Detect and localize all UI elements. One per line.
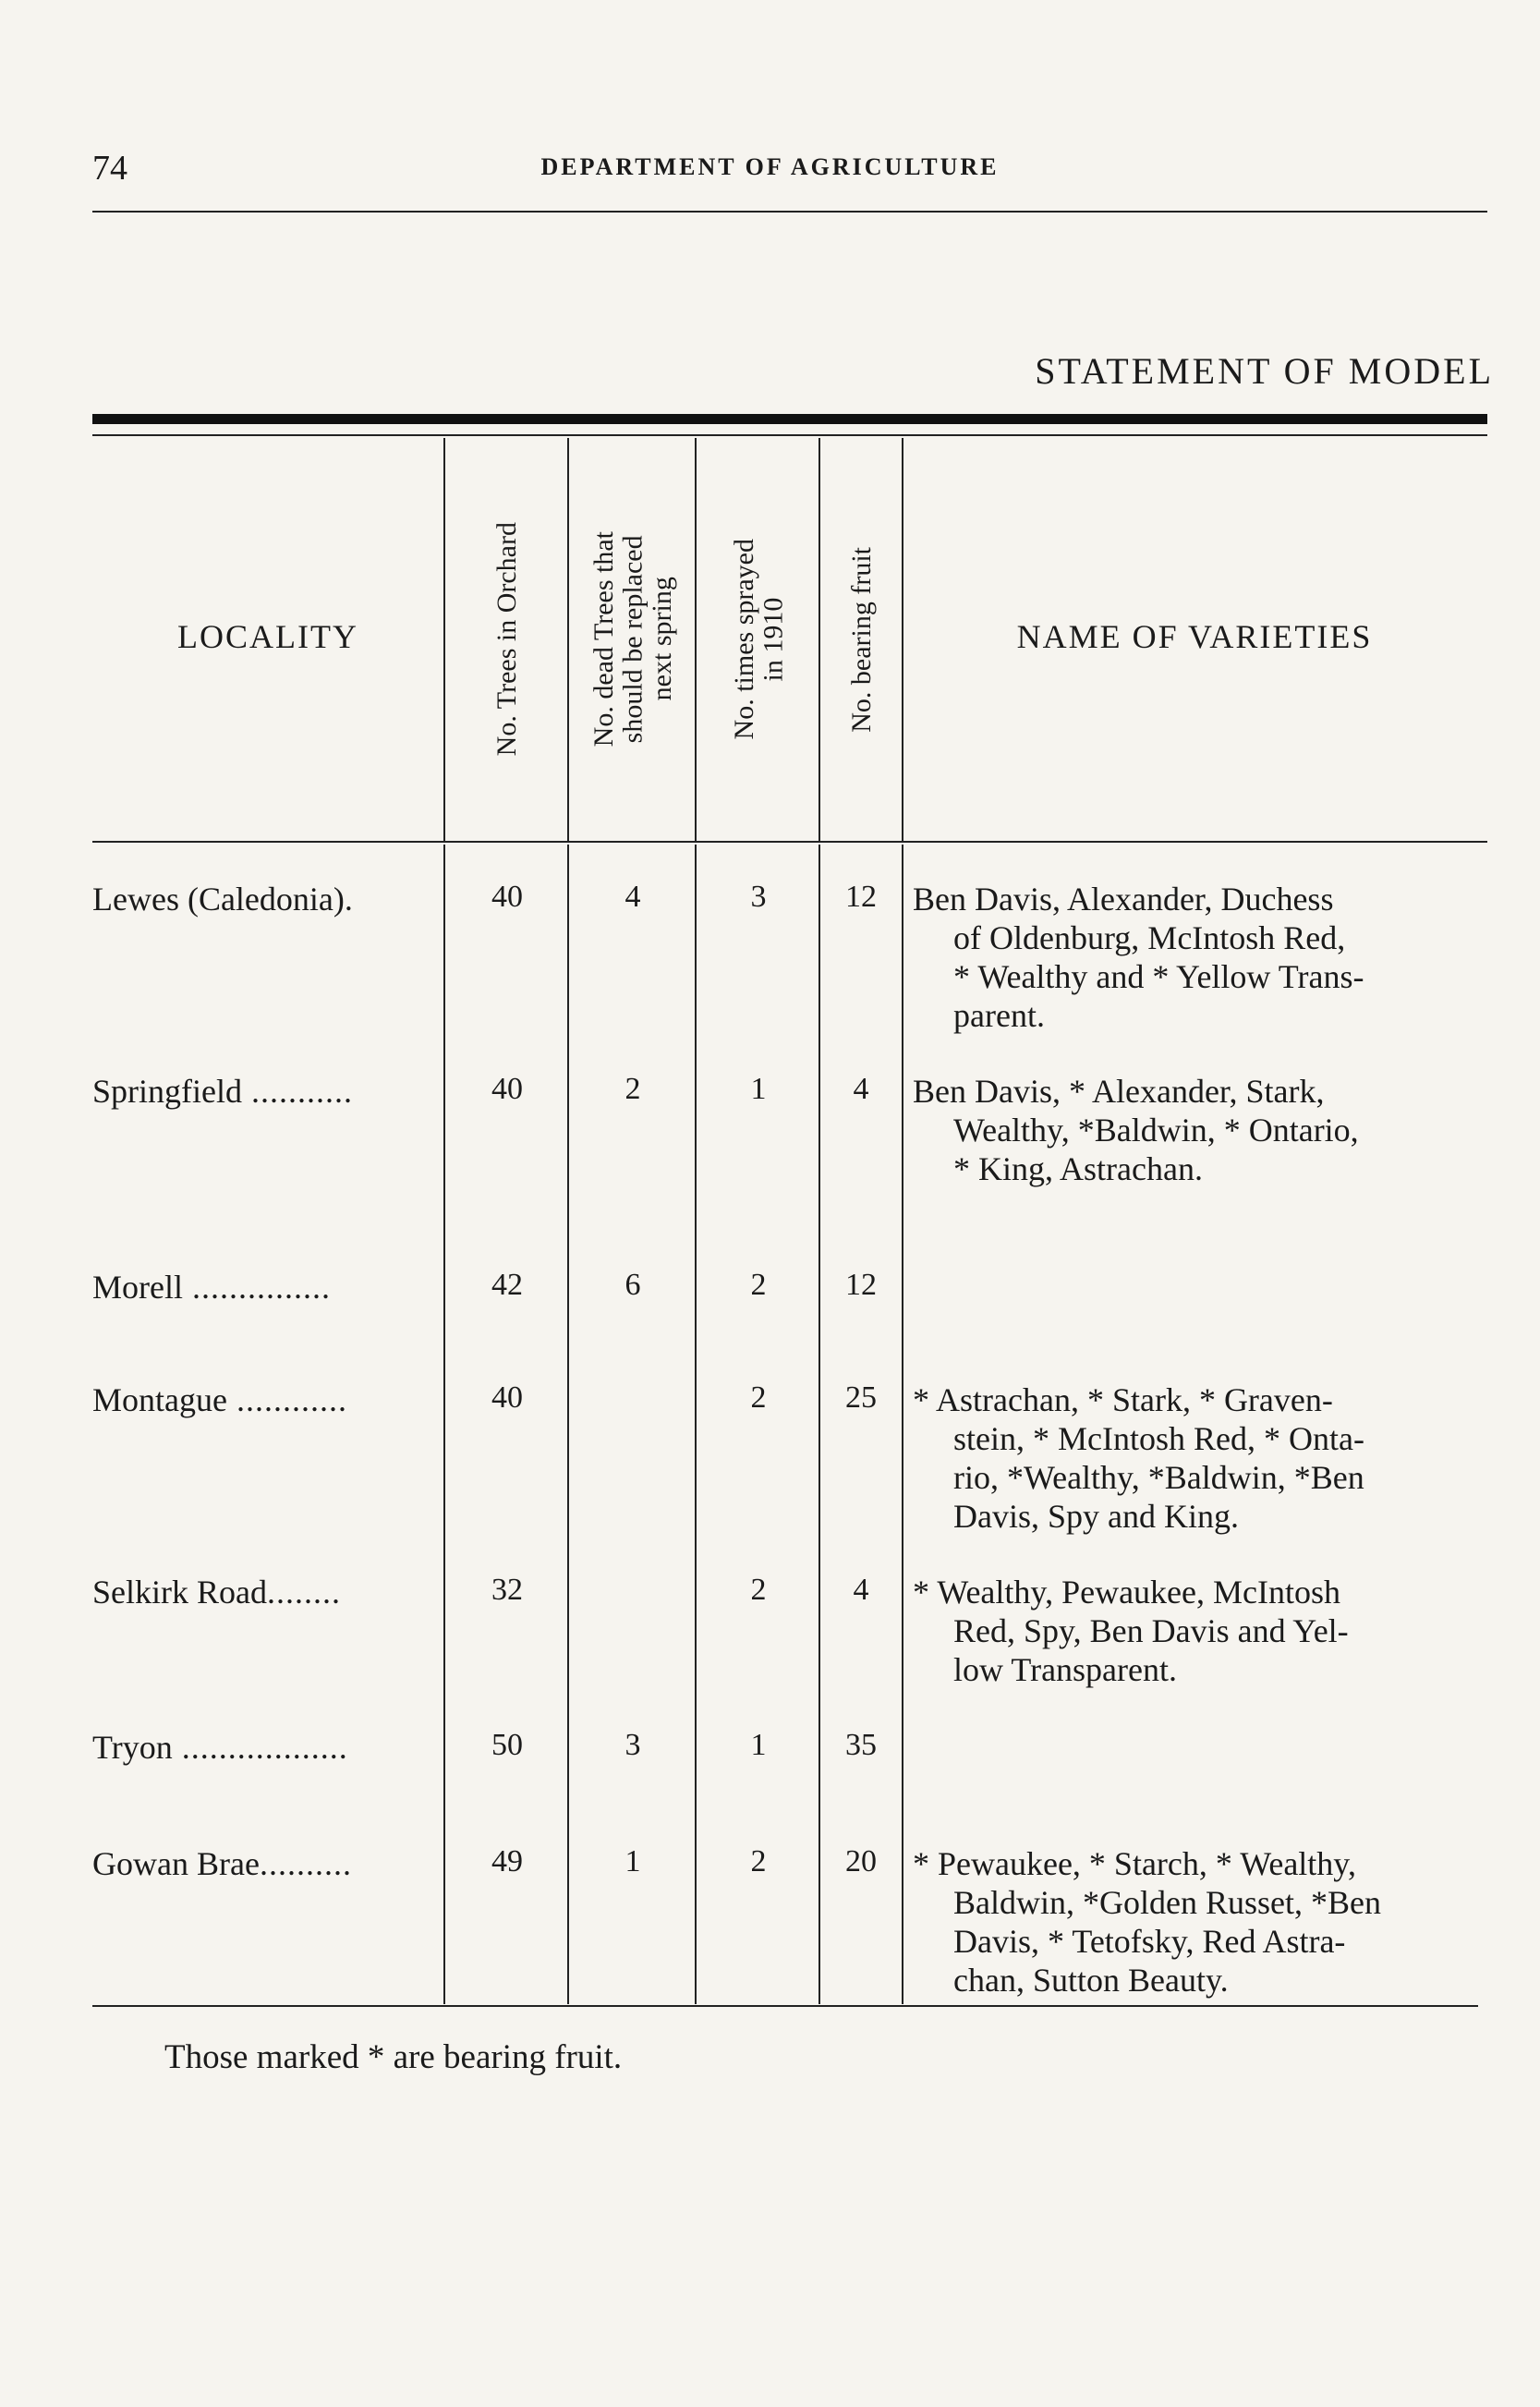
trees-cell: 49 <box>491 1844 523 1878</box>
column-header-label: No. times sprayed in 1910 <box>728 539 788 740</box>
footnote: Those marked * are bearing fruit. <box>164 2038 623 2076</box>
bearing-fruit-cell: 4 <box>853 1573 869 1607</box>
bearing-fruit-cell: 20 <box>845 1844 877 1878</box>
trees-cell: 42 <box>491 1268 523 1302</box>
locality-name: Selkirk Road <box>92 1574 267 1611</box>
column-header-dead-trees <box>571 438 695 841</box>
running-title: DEPARTMENT OF AGRICULTURE <box>540 153 1000 180</box>
varieties-cell <box>913 880 1497 1035</box>
varieties-line: * King, Astrachan. <box>953 1150 1203 1187</box>
varieties-line: parent. <box>953 997 1045 1034</box>
table-bottom-rule <box>92 2005 1478 2007</box>
column-header-times-sprayed <box>698 438 819 841</box>
bearing-fruit-cell: 12 <box>845 1268 877 1302</box>
trees-cell: 50 <box>491 1728 523 1762</box>
column-divider <box>819 438 820 841</box>
varieties-line: Davis, Spy and King. <box>953 1498 1239 1535</box>
locality-cell: Montague ............ <box>92 1381 347 1418</box>
varieties-line: Wealthy, *Baldwin, * Ontario, <box>953 1112 1359 1149</box>
locality-name: Morell <box>92 1269 183 1306</box>
bearing-fruit-cell: 25 <box>845 1380 877 1415</box>
column-divider <box>443 438 445 841</box>
times-sprayed-cell: 2 <box>750 1844 767 1878</box>
varieties-line: Ben Davis, * Alexander, Stark, <box>913 1073 1325 1110</box>
column-divider <box>819 845 820 2004</box>
times-sprayed-cell: 2 <box>750 1268 767 1302</box>
column-divider <box>567 438 569 841</box>
locality-cell: Tryon .................. <box>92 1729 348 1766</box>
varieties-line: of Oldenburg, McIntosh Red, <box>953 919 1346 956</box>
column-divider <box>902 845 903 2004</box>
column-header-label: No. bearing fruit <box>846 546 878 733</box>
times-sprayed-cell: 2 <box>750 1573 767 1607</box>
varieties-line: Red, Spy, Ben Davis and Yel- <box>953 1612 1349 1649</box>
locality-cell: Morell ............... <box>92 1269 331 1306</box>
times-sprayed-cell: 1 <box>750 1072 767 1106</box>
table-title: STATEMENT OF MODEL <box>1035 350 1494 392</box>
table-top-thick-rule <box>92 414 1487 424</box>
dead-trees-cell: 3 <box>624 1728 641 1762</box>
locality-name: Springfield <box>92 1073 242 1110</box>
trees-cell: 40 <box>491 1380 523 1415</box>
column-divider <box>695 845 697 2004</box>
times-sprayed-cell: 1 <box>750 1728 767 1762</box>
dead-trees-cell: 2 <box>624 1072 641 1106</box>
trees-cell: 40 <box>491 880 523 914</box>
trees-cell: 32 <box>491 1573 523 1607</box>
varieties-line: Davis, * Tetofsky, Red Astra- <box>953 1923 1346 1960</box>
locality-name: Montague <box>92 1381 227 1418</box>
varieties-line: chan, Sutton Beauty. <box>953 1962 1229 1999</box>
varieties-line: stein, * McIntosh Red, * Onta- <box>953 1420 1364 1457</box>
locality-name: Lewes (Caledonia) <box>92 881 345 918</box>
varieties-line: Ben Davis, Alexander, Duchess <box>913 881 1334 918</box>
varieties-line: * Astrachan, * Stark, * Graven- <box>913 1381 1333 1418</box>
varieties-cell <box>913 1573 1497 1689</box>
bearing-fruit-cell: 35 <box>845 1728 877 1762</box>
column-header-label: No. dead Trees that should be replaced next spring <box>588 531 677 748</box>
locality-name: Tryon <box>92 1729 173 1766</box>
varieties-line: * Wealthy, Pewaukee, McIntosh <box>913 1574 1340 1611</box>
column-header-varieties: NAME OF VARIETIES <box>1016 618 1373 655</box>
column-header-label: No. Trees in Orchard <box>491 522 523 757</box>
dead-trees-cell: 4 <box>624 880 641 914</box>
column-header-trees-in-orchard <box>447 438 567 841</box>
varieties-line: low Transparent. <box>953 1651 1177 1688</box>
column-header-locality: LOCALITY <box>177 618 358 655</box>
column-divider <box>695 438 697 841</box>
column-header-bearing-fruit <box>822 438 902 841</box>
varieties-line: * Pewaukee, * Starch, * Wealthy, <box>913 1845 1356 1882</box>
times-sprayed-cell: 2 <box>750 1380 767 1415</box>
bearing-fruit-cell: 12 <box>845 880 877 914</box>
bearing-fruit-cell: 4 <box>853 1072 869 1106</box>
column-divider <box>443 845 445 2004</box>
trees-cell: 40 <box>491 1072 523 1106</box>
table-top-thin-rule <box>92 434 1487 436</box>
varieties-line: Baldwin, *Golden Russet, *Ben <box>953 1884 1381 1921</box>
locality-cell: Selkirk Road........ <box>92 1574 341 1611</box>
header-rule <box>92 211 1487 213</box>
locality-cell: Lewes (Caledonia). <box>92 881 354 918</box>
varieties-cell <box>913 1072 1497 1188</box>
locality-cell: Gowan Brae.......... <box>92 1845 352 1882</box>
varieties-cell <box>913 1844 1497 2000</box>
dead-trees-cell: 6 <box>624 1268 641 1302</box>
varieties-line: rio, *Wealthy, *Baldwin, *Ben <box>953 1459 1364 1496</box>
header-bottom-rule <box>92 841 1487 843</box>
locality-name: Gowan Brae <box>92 1845 260 1882</box>
page-number: 74 <box>92 149 127 188</box>
times-sprayed-cell: 3 <box>750 880 767 914</box>
running-head <box>92 148 1448 194</box>
locality-cell: Springfield ........... <box>92 1073 353 1110</box>
varieties-cell <box>913 1380 1497 1536</box>
varieties-line: * Wealthy and * Yellow Trans- <box>953 958 1364 995</box>
dead-trees-cell: 1 <box>624 1844 641 1878</box>
column-divider <box>567 845 569 2004</box>
